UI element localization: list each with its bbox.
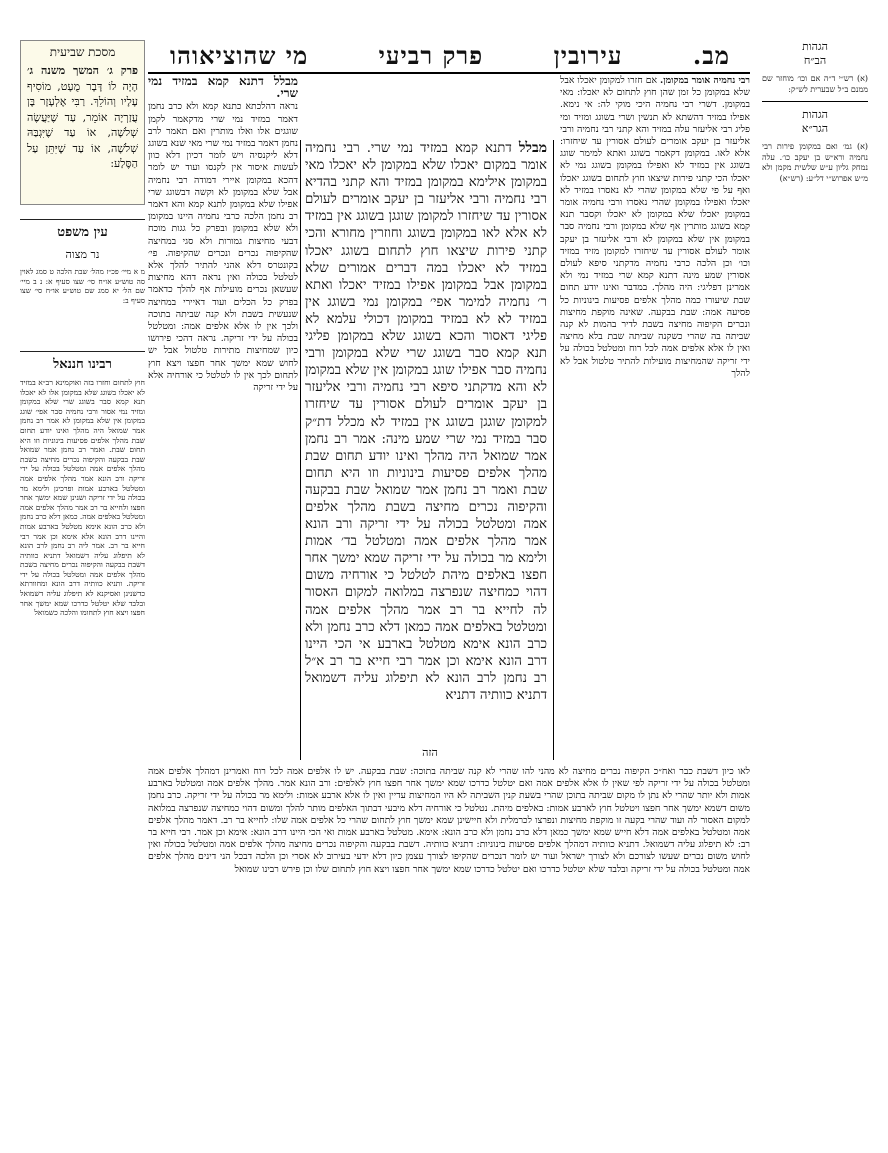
tosafot-commentary [148,75,298,785]
tractate-name: עירובין [553,41,623,70]
gemara-body: דתנא קמא במזיד נמי שרי. רבי נחמיה אומר במקום יאכלו שלא במקומן לא יאכלו מאי במקומן אילימא במקומן במזיד והא קתני בהדיא רבי נחמיה ורבי אליעזר בן יעקב אומרים לעולם אסורין עד שיחזרו למקומן שוגגן בשוגג אין במזיד לא אלא לאו במקומן בשוגג וחוזרין מחורא והכי קתני פירות שיצאו חוץ לתחום בשוגג יאכלו במזיד לא יאכלו במה דברים אמורים שלא במקומן אבל במקומן אפילו במזיד יאכלו ואתא ר׳ נחמיה למימר אפי׳ במקומן נמי בשוגג אין במזיד לא לא במזיד במקומן דכולי עלמא לא פליגי דאסור והכא בשוגג שלא במקומן פליגי תנא קמא סבר בשוגג שרי שלא במקומן ורבי נחמיה סבר אפילו שוגג במקומן אין שלא במקומן לא והא מדקתני סיפא רבי נחמיה ורבי אליעזר בן יעקב אומרים לעולם אסורין עד שיחזרו למקומן שוגגן בשוגג אין במזיד לא מכלל דת״ק סבר במזיד נמי שרי שמע מינה: אמר רב נחמן אמר שמואל היה מהלך ואינו יודע תחום שבת מהלך אלפים פסיעות בינוניות וזו היא תחום שבת ואמר רב נחמן אמר שמואל שבת בבקעה והקיפוה נכרים מחיצה בשבת מהלך אלפים אמה ומטלטל בכולה על ידי זריקה ורב הונא אמר מהלך אלפים אמה ומטלטל בד׳ אמות ולימא מר בכולה על ידי זריקה שמא ימשך אחר חפצו באלפים מיהת לטלטל כי אורחיה משום דהוי כמחיצה שנפרצה במלואה למקום האסור לה לחייא בר רב אמר מהלך אלפים אמה ומטלטל באלפים אמה כמאן דלא כרב נחמן ולא כרב הונא אימא מטלטל בארבע אי הכי היינו דרב הונא אימא וכן אמר רבי חייא בר רב א״ל רב נחמן לרב הונא לא תיפלוג עליה דשמואל דתניא כוותיה דתניא [305,141,547,703]
mishnah-box-lead: פרק ג׳ המשך משנה ג׳ [27,64,138,77]
rabbeinu-chananel-text: חוץ לתחום וחזרו בזה ואוקמינא רב״א במזיד לא יאכלו בשוגג שלא במקומן אלו לא יאכלו תנא קמא סבר בשוגג שרי שלא במקומן ומזיד נמי אסור ורבי נחמיה סבר אפי׳ שוגג במקומן אין שלא במקומן לא אמר רב נחמן אמר שמואל היה מהלך ואינו יודע תחום שבת מהלך אלפים פסיעות בינוניות וזו היא תחום שבת. ואמר רב נחמן אמר שמואל שבת בבקעה והקיפוה נכרים מחיצה בשבת מהלך אלפים אמה ומטלטל בכולה על ידי זריקה ורב הונא אמר מהלך אלפים אמה ומטלטל בארבע אמות ופרכינן ולימא מר בכולה על ידי זריקה ושנינן שמא ימשך אחר חפצו ולחייא בר רב אמר מהלך אלפים אמה ומטלטל באלפים אמה. כמאן דלא כרב נחמן ולא כרב הונא אימא מטלטל בארבע אמות והיינו דרב הונא אלא אימא וכן אמר רבי חייא בר רב. אמר ליה רב נחמן לרב הונא לא תיפלוג עליה דשמואל דתניא כוותיה דשבת בבקעה והקיפוה נכרים מחיצה בשבת מהלך אלפים אמה ומטלטל בכולה על ידי זריקה. ותניא כוותיה דרב הונא ומחוורתא כדשנינן ואסיקנא לא תיפלוג עליה דשמואל ובלבד שלא יטלטל כדרכו שמא ימשך אחר חפצו ויצא חוץ לתחומו והלכה כשמואל [20,378,145,618]
hagahot-bach-title: הגהות [802,40,828,53]
gemara-main-text [305,140,547,765]
mishnah-box-text [27,63,138,172]
rashi-lead: רבי נחמיה אומר במקומן. [660,75,750,86]
column-divider-left [300,140,301,760]
bottom-commentary [148,766,750,1088]
hagahot-gra-subtitle: הגר״א [801,122,829,135]
ner-mitzvah-title: נר מצוה [65,248,100,261]
right-panel-divider [762,101,868,102]
header-rule [148,72,750,74]
chapter-number: פרק רביעי [378,41,484,70]
column-divider-right [553,140,554,760]
gemara-lead-word: מבלל [518,140,547,156]
right-margin-panel [762,40,868,184]
page-number: מב. [692,41,730,70]
page-header [170,40,730,72]
mishnah-box-body: הָיָה לוֹ דָּבָר מֻעָט, מוֹסִיף עָלָיו וְהוֹלֵךְ. רַבִּי אֶלְעָזָר בֶּן עֲזַרְיָה אוֹמֵר, עַד שֶׁיַּעֲשֶׂה שְׁלֹשָׁה, אוֹ עַד שֶׁיִּגְבַּהּ שְׁלֹשָׁה, אוֹ עַד שֶׁיִּתֵּן עַל הַסֶּלַע: [27,79,138,170]
bottom-body: לאו כיון דשבת כבר ואח״כ הקיפוה נכרים מחיצה לא מהני להו שהרי לא קנה שביתה בתוכה: שבת בבקעה. יש לו אלפים אמה לכל רוח ואמרינן דמהלך אלפים אמה ומטלטל בכולה על ידי זריקה לפי שאין לו אלא אלפים אמה ואם יטלטל כדרכו שמא ימשך אחר חפצו חוץ לאלפים: ורב הונא אמר. מהלך אלפים אמה ומטלטל בארבע אמות ולא יותר שהרי לא נתן לו מקום שביתה בתוכן שהרי בשעת קנין השביתה לא היו המחיצות עדיין ואין לו אלא ארבע אמות: ולימא מר בכולה על ידי זריקה. כרב נחמן משום דשמא ימשך אחר חפצו ויטלטל חוץ לארבע אמות: באלפים מיהת. נטלטל כי אורחיה דלא מיבעי דבתוך האלפים מותר להלך ומשום דהוי כמחיצה שנפרצה במלואה למקום האסור לה ועוד שהרי בקעה זו מוקפת מחיצות ונפרצו לכרמלית ולא חיישינן שמא ימשך חוץ לתחום שהרי כל אלפים אמה שלו: לחייא בר רב. דאמר מהלך אלפים אמה ומטלטל באלפים אמה דלא חייש שמא ימשך כמאן דלא כרב נחמן ולא כרב הונא: אימא. מטלטל בארבע אמות ואי הכי היינו דרב הונא: אימא וכן אמר. רבי חייא בר רב: לא תיפלוג עליה דשמואל. דתניא כוותיה דמהלך אלפים פסיעות בינוניות: דתניא כוותיה. דשבת בבקעה והקיפוה נכרים מחיצה מהלך אלפים אמה ומטלטל בכולה ואין לחוש משום נכרים שעשו לצורכם ולא לצורך ישראל ועוד יש לומר דנכרים שהקיפו לצורך עצמן כיון דלא ידעי בעירוב לא אסרי וכן הלכה דבכל הני דינים מהלך אלפים אמה ומטלטל בכולה על ידי זריקה ובלבד שלא יטלטל כדרכו ואם יטלטל כדרכו שמא ימשך אחר חפצו ויצא חוץ לתחום שלו וכן פירש רבינו שמואל [148,766,750,875]
mishnah-box-title: מסכת שביעית [49,45,116,59]
hagahot-gra-note: (א) גמ׳ ואם במקומן פירות רבי נחמיה ורא״ש בן יעקב כו׳. עלה נמחק גליון ע״ש שלשית מקמן ולא מ״ש אפרוש״י דל״ע: (רש״א) [762,142,868,183]
chapter-title: מי שהוציאוהו [170,41,309,70]
tosafot-lead: מבלל דתנא קמא במזיד נמי שרי. [148,75,298,101]
mishnah-box [20,40,145,205]
rabbeinu-chananel-title: רבינו חננאל [20,351,145,372]
hagahot-bach-note: (א) רש״י ד״ה אם וכו׳ מוחזר שם ממנם ב״ל שבערית לש״ק: [762,74,868,94]
tosafot-body: נראה דהלכתא כתנא קמא ולא כרב נחמן דאמר במזיד נמי שרי מדקאמר לקמן שוגגים אלו ואלו מותרין ואם תאמר לרב נחמן דאמר במזיד נמי שרי מאי שנא בשוגג דלא ליקנסיה ויש לומר דכיון דלא כוון לעשות איסור אין לקנסו ועוד יש לומר דהכא במקומן איירי דמודה רבי נחמיה אבל שלא במקומן לא וקשה דבשוגג שרי אפילו שלא במקומן לתנא קמא והא דאמר רב נחמן הלכה כרבי נחמיה היינו במקומן ולא שלא במקומן ובפרק כל גגות מוכח דבעי מחיצות גמורות ולא סגי במחיצה שהקיפוה נכרים ונכרים שהקיפוה. פי׳ בקונטרס דלא אהני להתיר להלך אלא לטלטל בכולה ואין נראה דהא מחיצות שעשאן נכרים מועילות אף להלך כדאמר בפרק כל הכלים ועוד דאיירי במחיצה שנעשית בשבת ולא קנה שביתה בתוכה ולכך אין לו אלא אלפים אמה: ומטלטל בכולה על ידי זריקה. נראה דהכי פירושו כיון שמחיצות מתירות טלטול אבל יש לחוש שמא ימשך אחר חפצו ויצא חוץ לתחום לכך אין לו לטלטל כי אורחיה אלא על ידי זריקה [148,101,298,394]
hagahot-gra-title: הגהות [802,108,828,121]
ein-mishpat-text: מ א מיי׳ פכ״ז מהל׳ שבת הלכה ט סמג לאוין סה טוש״ע או״ח סי׳ שצו סעיף א: נ ב מיי׳ שם הל׳ יא סמג שם טוש״ע או״ח סי׳ שצו סעיף ב: [20,267,145,305]
left-margin-panel [20,40,145,938]
hagahot-bach-subtitle: הב״ח [803,54,827,67]
ein-mishpat-title: עין משפט [20,219,145,240]
rashi-body: אם חזרו למקומן יאכלו אבל שלא במקומן כל זמן שהן חוץ לתחום לא יאכלו: מאי במקומן. דשרי רבי נחמיה היכי מוקי לה: אי נימא. אפילו במזיד דהשתא לא תנשין ושרי בשוגג ומזיד ומי פליג רבי אליעזר עלה במזיד והא קתני רבי נחמיה ורבי אליעזר בן יעקב אומרים לעולם אסורין עד שיחזרו: אלא לאו. במקומן דקאמר בשוגג ואתא למימר שוגג בשוגג אין במזיד לא ואפילו במקומן בשוגג נמי לא יאכלו הכי קתני פירות שיצאו חוץ לתחום בשוגג יאכלו ואף על פי שלא במקומן שהרי לא נאסרו במזיד לא יאכלו ואפילו במקומן שהרי נאסרו ורבי נחמיה אומר במקומן יאכלו שלא במקומן לא יאכלו וקסבר תנא קמא בשוגג מותרין אף שלא במקומן ורבי נחמיה סבר במקומן אין שלא במקומן לא ורבי אליעזר בן יעקב אומר לעולם אסורין עד שיחזרו למקומן מזיד במזיד וכו׳ וכן הלכה כרבי נחמיה מדקתני סיפא לעולם אסורין שמע מינה דתנא קמא שרי במזיד נמי ולא אמרינן דפליגי: היה מהלך. במדבר ואינו יודע תחום שבת שיעורו כמה מהלך אלפים פסיעות בינוניות כל פסיעה אמה: שבת בבקעה. שאינה מוקפת מחיצות ונכרים הקיפוה מחיצה בשבת לדיר בהמות לא קנה שביתה בה שהרי כשקנה שביתה שבת בלא מחיצה ואין לו אלא אלפים אמה לכל רוח ומטלטל בכולה על ידי זריקה שהמחיצות מועילות להתיר טלטול אבל לא להלך [560,75,750,379]
gemara-end-word: הזה [422,746,438,759]
